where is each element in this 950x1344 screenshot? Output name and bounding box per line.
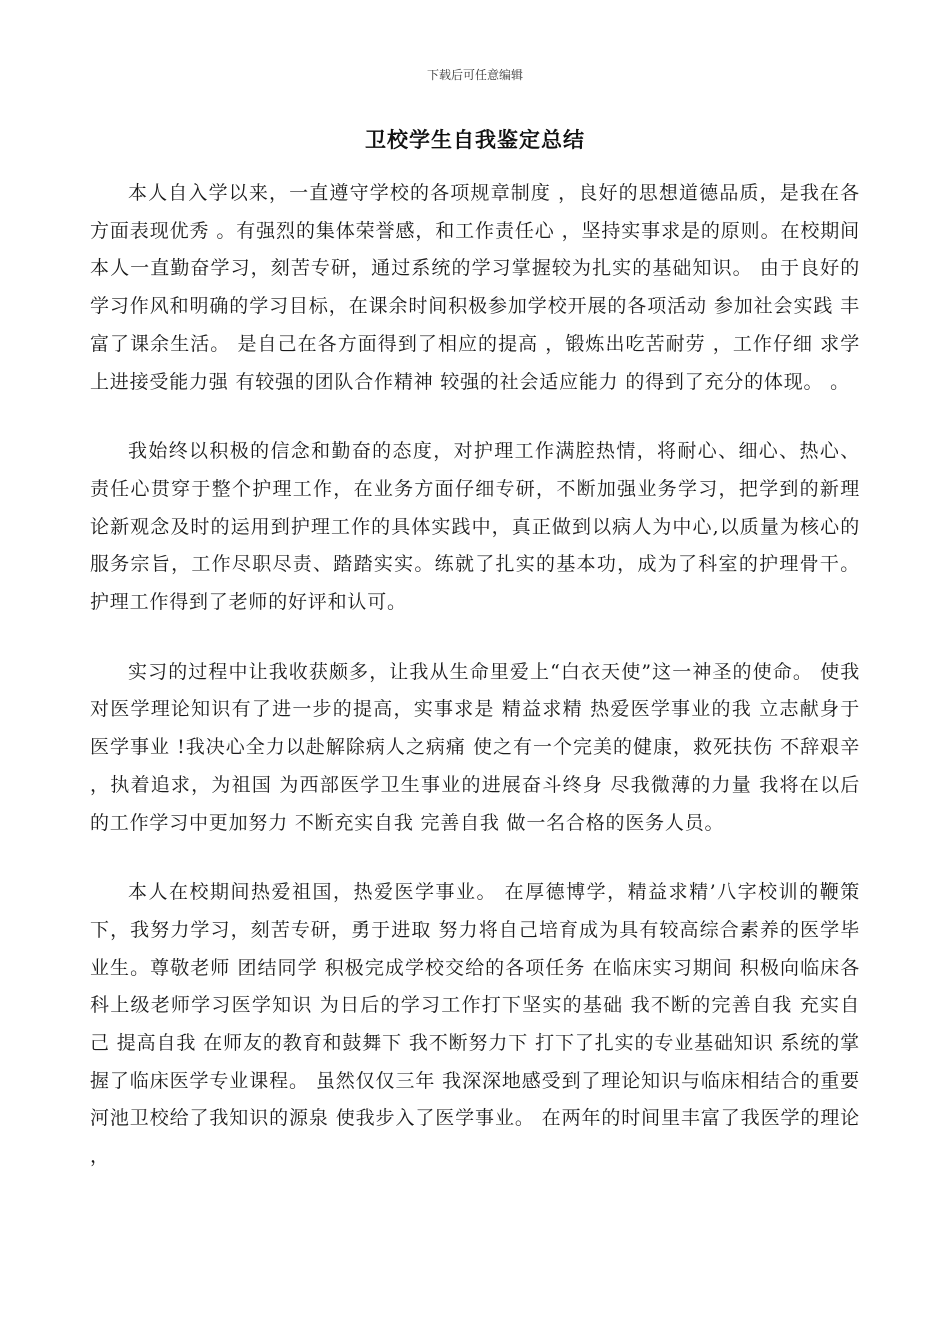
header-note: 下载后可任意编辑 [426, 68, 523, 82]
paragraph-3: 实习的过程中让我收获颇多，让我从生命里爱上“白衣天使”这一神圣的使命。 使我对医学理论知识有了进一步的提高，实事求是 精益求精 热爱医学事业的我 立志献身于医学事业 !我决心全力以赴解除病人之病痛 使之有一个完美的健康，救死扶伤 不辞艰辛 ，执着追求，为祖国 为西部医学卫生事业的进展奋斗终身 尽我微薄的力量 我将在以后的工作学习中更加努力 不断充实自我 完善自我 做一名合格的医务人员。 [90, 660, 860, 834]
paragraph-4: 本人在校期间热爱祖国，热爱医学事业。 在厚德博学，精益求精’八字校训的鞭策下，我努力学习，刻苦专研，勇于进取 努力将自己培育成为具有较高综合素养的医学毕业生。尊敬老师 团结同学 积极完成学校交给的各项任务 在临床实习期间 积极向临床各科上级老师学习医学知识 为日后的学习工作打下坚实的基础 我不断的完善自我 充实自己 提高自我 在师友的教育和鼓舞下 我不断努力下 打下了扎实的专业基础知识 系统的掌握了临床医学专业课程。 虽然仅仅三年 我深深地感受到了理论知识与临床相结合的重要 河池卫校给了我知识的源泉 使我步入了医学事业。 在两年的时间里丰富了我医学的理论 ， [90, 881, 860, 1168]
paragraph-1: 本人自入学以来，一直遵守学校的各项规章制度 ，良好的思想道德品质，是我在各方面表现优秀 。有强烈的集体荣誉感，和工作责任心 ，坚持实事求是的原则。在校期间本人一直勤奋学习，刻苦专研，通过系统的学习掌握较为扎实的基础知识。 由于良好的学习作风和明确的学习目标，在课余时间积极参加学校开展的各项活动 参加社会实践 丰富了课余生活。 是自己在各方面得到了相应的提高 ，锻炼出吃苦耐劳 ，工作仔细 求学上进接受能力强 有较强的团队合作精神 较强的社会适应能力 的得到了充分的体现。 。 [90, 182, 860, 393]
paragraph-2: 我始终以积极的信念和勤奋的态度，对护理工作满腔热情，将耐心、细心、热心、责任心贯穿于整个护理工作，在业务方面仔细专研，不断加强业务学习，把学到的新理论新观念及时的运用到护理工作的具体实践中，真正做到以病人为中心,以质量为核心的服务宗旨，工作尽职尽责、踏踏实实。练就了扎实的基本功，成为了科室的护理骨干。护理工作得到了老师的好评和认可。 [90, 440, 860, 614]
document-title: 卫校学生自我鉴定总结 [365, 127, 585, 152]
document-body [90, 175, 860, 1208]
